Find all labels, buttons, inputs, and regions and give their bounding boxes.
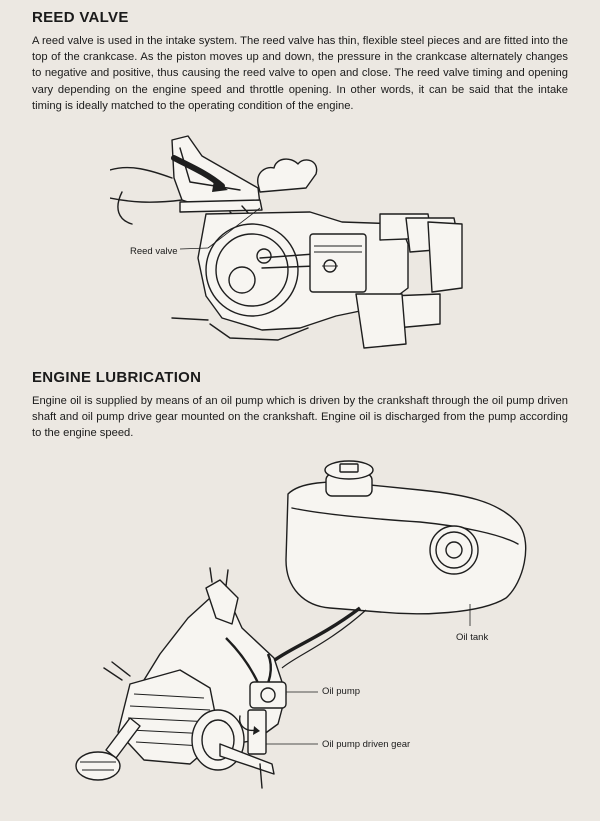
reed-valve-paragraph: A reed valve is used in the intake system. The reed valve has thin, flexible steel pieces and are fitted into the top of the crankcase. As the piston moves up and down, the pressure in the crankcase alternately changes to negative and positive, thus causing the reed valve to open and close. The reed valve timing and opening vary depending on the engine speed and throttle opening. In other words, it can be said that the intake timing is ideally matched to the operating condition of the engine.	[32, 35, 568, 112]
engine-lubrication-heading: ENGINE LUBRICATION	[32, 369, 202, 386]
oil-pump-driven-gear-callout: Oil pump driven gear	[322, 739, 411, 750]
reed-valve-heading: REED VALVE	[32, 9, 129, 26]
oil-pump-callout: Oil pump	[322, 686, 361, 697]
reed-valve-illustration	[110, 128, 480, 354]
engine-lubrication-paragraph: Engine oil is supplied by means of an oil pump which is driven by the crankshaft through the oil pump driven shaft and oil pump drive gear mounted on the crankshaft. Engine oil is discharged from the pump according to the engine speed.	[32, 395, 568, 440]
oil-tank-callout: Oil tank	[456, 632, 489, 643]
reed-valve-callout: Reed valve	[130, 246, 178, 257]
